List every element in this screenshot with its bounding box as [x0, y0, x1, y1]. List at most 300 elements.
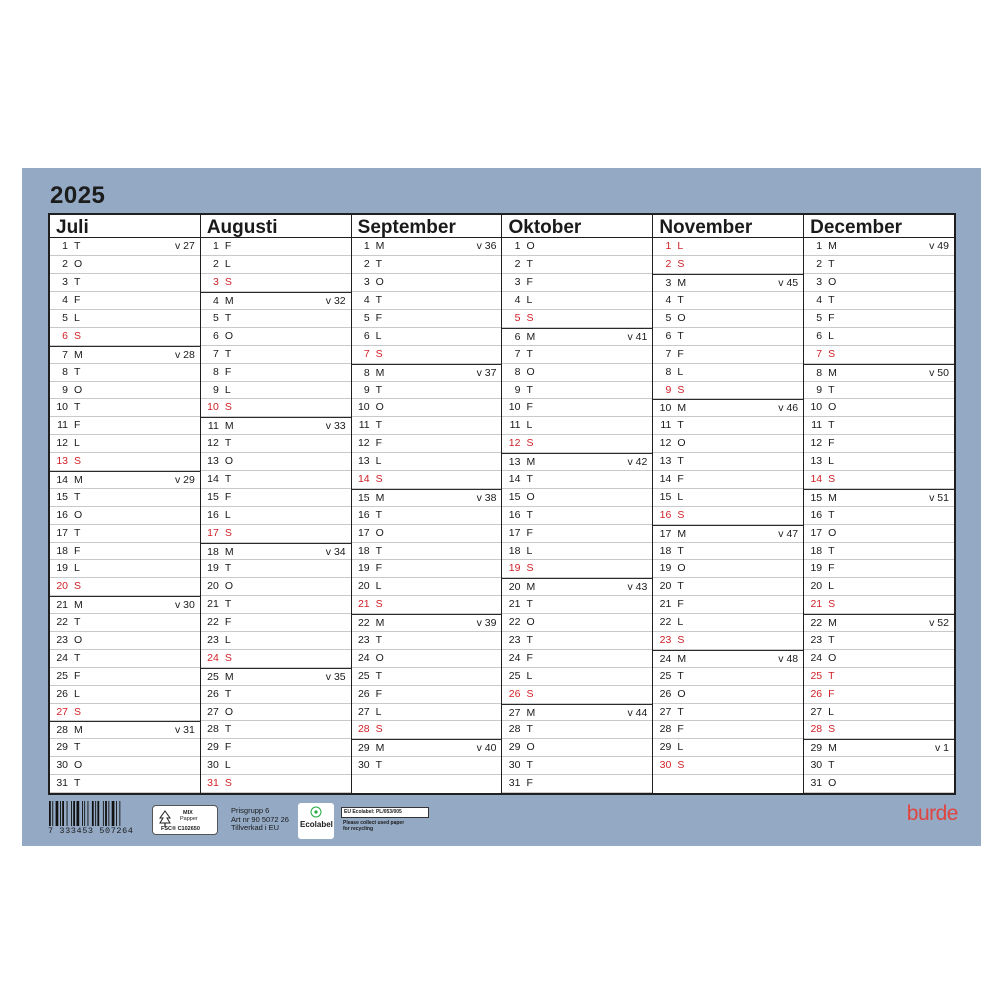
- weekday-letter: F: [224, 616, 232, 629]
- month-name: Oktober: [502, 215, 652, 238]
- weekday-letter: T: [224, 598, 232, 611]
- day-row: [804, 489, 954, 507]
- weekday-letter: T: [677, 294, 684, 307]
- weekday-letter: T: [677, 455, 684, 468]
- day-number: 7: [363, 347, 370, 360]
- day-number: 18: [357, 544, 370, 557]
- weekday-letter: M: [74, 473, 83, 486]
- day-number: 25: [56, 669, 68, 682]
- weekday-letter: F: [677, 472, 684, 485]
- weekday-letter: F: [526, 777, 533, 790]
- day-row: [50, 238, 200, 256]
- day-number: 12: [810, 437, 823, 450]
- year-calendar: [22, 168, 981, 846]
- day-row: [50, 346, 200, 364]
- weekday-letter: T: [224, 687, 232, 700]
- day-number: 14: [508, 472, 521, 485]
- weekday-letter: L: [677, 616, 684, 629]
- day-number: 6: [62, 329, 68, 342]
- day-row: [653, 757, 803, 775]
- weekday-letter: M: [74, 348, 83, 361]
- weekday-letter: S: [224, 276, 232, 289]
- day-number: 24: [357, 651, 370, 664]
- day-number: 23: [56, 633, 68, 646]
- weekday-letter: F: [74, 669, 81, 682]
- day-row: [804, 256, 954, 274]
- day-number: 4: [665, 294, 672, 307]
- weekday-letter: L: [375, 705, 382, 718]
- month-column: [804, 215, 954, 793]
- day-number: 27: [810, 705, 823, 718]
- day-row: [653, 739, 803, 757]
- day-number: 16: [207, 508, 219, 521]
- weekday-letter: T: [526, 383, 533, 396]
- day-row: [804, 274, 954, 292]
- day-number: 14: [357, 472, 370, 485]
- day-row: [804, 560, 954, 578]
- day-row: [502, 364, 652, 382]
- weekday-letter: T: [828, 508, 835, 521]
- day-number: 1: [62, 240, 68, 253]
- weekday-letter: M: [375, 240, 385, 253]
- day-number: 8: [363, 366, 370, 379]
- day-list: [653, 238, 803, 793]
- day-number: 22: [357, 617, 370, 630]
- day-number: 2: [514, 258, 521, 271]
- day-number: 10: [810, 401, 823, 414]
- weekday-letter: O: [828, 401, 837, 414]
- weekday-letter: T: [224, 437, 232, 450]
- day-number: 23: [207, 633, 219, 646]
- day-row: [653, 721, 803, 739]
- day-number: 23: [659, 633, 672, 646]
- day-row: [804, 292, 954, 310]
- day-number: 20: [508, 581, 521, 594]
- day-number: 29: [357, 742, 370, 755]
- weekday-letter: F: [677, 723, 684, 736]
- weekday-letter: M: [828, 366, 837, 379]
- day-row: [50, 668, 200, 686]
- weekday-letter: M: [375, 491, 385, 504]
- day-row: [502, 417, 652, 435]
- week-number: v 43: [627, 581, 648, 594]
- day-list: [201, 238, 351, 793]
- day-row: [653, 346, 803, 364]
- week-number: v 32: [325, 295, 346, 308]
- day-number: 13: [207, 455, 219, 468]
- weekday-letter: M: [828, 617, 837, 630]
- day-number: 20: [357, 580, 370, 593]
- day-number: 2: [62, 258, 68, 271]
- weekday-letter: M: [375, 617, 385, 630]
- weekday-letter: S: [677, 759, 685, 772]
- day-number: 13: [659, 455, 672, 468]
- weekday-letter: T: [526, 472, 533, 485]
- day-row: [502, 721, 652, 739]
- day-number: 3: [514, 276, 521, 289]
- day-row: [502, 310, 652, 328]
- day-row: [352, 238, 502, 256]
- day-row: [50, 382, 200, 400]
- day-row: [50, 417, 200, 435]
- day-number: 12: [659, 437, 672, 450]
- day-number: 13: [508, 456, 521, 469]
- day-list: [352, 238, 502, 793]
- weekday-letter: T: [375, 759, 383, 772]
- weekday-letter: T: [74, 276, 81, 289]
- day-row: [352, 453, 502, 471]
- month-column: [201, 215, 352, 793]
- day-row: [50, 453, 200, 471]
- day-row: [653, 560, 803, 578]
- manufactured-in: Tillverkad i EU: [231, 823, 280, 832]
- weekday-letter: T: [224, 723, 232, 736]
- day-number: 6: [816, 329, 823, 342]
- day-number: 25: [357, 669, 370, 682]
- day-number: 12: [56, 437, 68, 450]
- weekday-letter: O: [74, 258, 83, 271]
- weekday-letter: F: [526, 401, 533, 414]
- weekday-letter: S: [224, 651, 232, 664]
- day-number: 4: [363, 294, 370, 307]
- day-row: [653, 614, 803, 632]
- day-number: 26: [207, 687, 219, 700]
- day-row: [502, 328, 652, 346]
- weekday-letter: M: [526, 456, 536, 469]
- day-row: [804, 596, 954, 614]
- weekday-letter: S: [224, 526, 232, 539]
- weekday-letter: S: [74, 705, 82, 718]
- weekday-letter: F: [74, 294, 81, 307]
- day-number: 3: [665, 277, 672, 290]
- day-number: 3: [212, 276, 219, 289]
- day-number: 2: [665, 258, 672, 271]
- day-row: [804, 382, 954, 400]
- week-number: v 27: [174, 240, 195, 253]
- day-row: [201, 399, 351, 417]
- week-number: v 51: [929, 491, 949, 504]
- day-number: 13: [810, 455, 823, 468]
- day-number: 2: [212, 258, 219, 271]
- weekday-letter: F: [224, 365, 232, 378]
- day-row: [352, 543, 502, 561]
- weekday-letter: O: [526, 240, 535, 253]
- weekday-letter: O: [526, 741, 535, 754]
- day-number: 11: [509, 419, 521, 432]
- day-row: [502, 543, 652, 561]
- day-row: [653, 328, 803, 346]
- day-number: 3: [62, 276, 68, 289]
- day-number: 18: [659, 544, 672, 557]
- day-row: [502, 668, 652, 686]
- day-number: 24: [56, 651, 68, 664]
- weekday-letter: O: [375, 276, 384, 289]
- day-row: [352, 668, 502, 686]
- day-row: [352, 614, 502, 632]
- day-row: [352, 489, 502, 507]
- weekday-letter: T: [224, 472, 232, 485]
- day-number: 31: [207, 777, 219, 790]
- day-row: [653, 578, 803, 596]
- day-number: 5: [514, 311, 521, 324]
- day-number: 21: [357, 598, 370, 611]
- day-row: [50, 328, 200, 346]
- weekday-letter: T: [74, 616, 81, 629]
- day-number: 16: [659, 508, 672, 521]
- day-number: 17: [659, 527, 672, 540]
- day-row: [804, 721, 954, 739]
- weekday-letter: T: [828, 383, 835, 396]
- day-row: [201, 739, 351, 757]
- weekday-letter: O: [224, 329, 233, 342]
- week-number: v 28: [174, 348, 195, 361]
- weekday-letter: O: [526, 490, 535, 503]
- day-row: [653, 417, 803, 435]
- day-row: [804, 757, 954, 775]
- day-row: [50, 560, 200, 578]
- day-row: [201, 543, 351, 561]
- weekday-letter: L: [828, 455, 834, 468]
- day-number: 12: [357, 437, 370, 450]
- day-row: [352, 471, 502, 489]
- article-number: Art nr 90 5072 26: [231, 814, 289, 824]
- day-row: [352, 364, 502, 382]
- day-number: 28: [207, 723, 219, 736]
- day-number: 3: [816, 276, 823, 289]
- day-row: [50, 310, 200, 328]
- day-number: 24: [508, 651, 521, 664]
- day-row: [201, 507, 351, 525]
- day-row: [352, 560, 502, 578]
- weekday-letter: S: [526, 311, 534, 324]
- day-row: [201, 686, 351, 704]
- day-row: [804, 650, 954, 668]
- day-number: 16: [56, 508, 68, 521]
- product-info: [231, 807, 289, 833]
- day-row: [201, 775, 351, 793]
- day-number: 26: [56, 687, 68, 700]
- day-row: [50, 364, 200, 382]
- weekday-letter: M: [224, 545, 234, 558]
- day-number: 25: [659, 669, 672, 682]
- weekday-letter: F: [828, 562, 835, 575]
- day-number: 19: [357, 562, 370, 575]
- day-row: [201, 364, 351, 382]
- day-row: [502, 704, 652, 722]
- day-row: [502, 757, 652, 775]
- day-number: 6: [514, 330, 521, 343]
- day-row: [201, 668, 351, 686]
- day-number: 6: [212, 329, 219, 342]
- weekday-letter: T: [526, 258, 533, 271]
- weekday-letter: T: [828, 419, 835, 432]
- week-number: v 47: [778, 527, 799, 540]
- day-number: 7: [212, 347, 219, 360]
- day-number: 19: [659, 562, 672, 575]
- day-number: 5: [62, 311, 68, 324]
- weekday-letter: S: [74, 580, 82, 593]
- weekday-letter: T: [375, 633, 383, 646]
- ecolabel-logo: [298, 803, 334, 839]
- weekday-letter: T: [526, 759, 533, 772]
- day-row: [50, 704, 200, 722]
- week-number: v 41: [627, 330, 648, 343]
- day-number: 28: [357, 723, 370, 736]
- weekday-letter: F: [224, 490, 232, 503]
- weekday-letter: T: [224, 311, 232, 324]
- day-number: 26: [357, 687, 370, 700]
- day-number: 9: [363, 383, 370, 396]
- day-row: [804, 632, 954, 650]
- day-number: 9: [514, 383, 521, 396]
- day-list: [804, 238, 954, 793]
- day-row: [352, 650, 502, 668]
- weekday-letter: L: [828, 329, 834, 342]
- weekday-letter: L: [526, 544, 533, 557]
- day-number: 28: [508, 723, 521, 736]
- weekday-letter: F: [375, 562, 383, 575]
- day-number: 9: [816, 383, 823, 396]
- day-number: 15: [207, 490, 219, 503]
- day-number: 24: [207, 651, 219, 664]
- weekday-letter: M: [74, 599, 83, 612]
- day-number: 30: [810, 759, 823, 772]
- day-number: 8: [816, 366, 823, 379]
- day-row: [352, 704, 502, 722]
- day-number: 7: [514, 347, 521, 360]
- day-row: [201, 757, 351, 775]
- day-row: [653, 632, 803, 650]
- weekday-letter: O: [375, 526, 384, 539]
- weekday-letter: S: [828, 723, 836, 736]
- weekday-letter: M: [375, 742, 385, 755]
- day-number: 10: [56, 401, 68, 414]
- weekday-letter: T: [677, 329, 684, 342]
- weekday-letter: T: [828, 544, 835, 557]
- fsc-mix: MIX: [183, 810, 193, 816]
- week-number: v 35: [325, 670, 346, 683]
- day-row: [50, 399, 200, 417]
- weekday-letter: O: [677, 687, 686, 700]
- weekday-letter: L: [677, 240, 684, 253]
- weekday-letter: T: [677, 544, 684, 557]
- weekday-letter: O: [677, 311, 686, 324]
- day-number: 1: [665, 240, 672, 253]
- day-row: [502, 453, 652, 471]
- day-row: [50, 435, 200, 453]
- weekday-letter: O: [74, 508, 83, 521]
- day-row: [653, 399, 803, 417]
- weekday-letter: F: [74, 544, 81, 557]
- day-number: 1: [816, 240, 823, 253]
- day-row: [804, 399, 954, 417]
- day-number: 31: [508, 777, 521, 790]
- weekday-letter: T: [375, 294, 383, 307]
- day-number: 7: [665, 347, 672, 360]
- month-column: [653, 215, 804, 793]
- day-row: [201, 274, 351, 292]
- weekday-letter: T: [828, 294, 835, 307]
- weekday-letter: T: [526, 633, 533, 646]
- weekday-letter: M: [224, 295, 234, 308]
- weekday-letter: F: [74, 419, 81, 432]
- weekday-letter: F: [526, 651, 533, 664]
- day-row: [804, 704, 954, 722]
- day-row: [352, 256, 502, 274]
- week-number: v 50: [929, 366, 949, 379]
- week-number: v 36: [476, 240, 497, 253]
- day-number: 22: [810, 617, 823, 630]
- week-number: v 45: [778, 277, 799, 290]
- weekday-letter: S: [74, 455, 82, 468]
- day-number: 1: [363, 240, 370, 253]
- day-row: [502, 489, 652, 507]
- week-number: v 31: [174, 724, 195, 737]
- day-row: [201, 650, 351, 668]
- day-row: [653, 596, 803, 614]
- month-name: September: [352, 215, 502, 238]
- weekday-letter: O: [677, 437, 686, 450]
- weekday-letter: T: [375, 258, 383, 271]
- day-row: [201, 453, 351, 471]
- weekday-letter: S: [224, 401, 232, 414]
- day-row: [50, 739, 200, 757]
- weekday-letter: L: [74, 311, 80, 324]
- day-number: 27: [508, 706, 521, 719]
- day-row: [50, 596, 200, 614]
- day-number: 11: [358, 419, 370, 432]
- day-number: 29: [659, 741, 672, 754]
- week-number: v 40: [476, 742, 497, 755]
- day-number: 25: [810, 669, 823, 682]
- week-number: v 44: [627, 706, 648, 719]
- weekday-letter: T: [74, 490, 81, 503]
- day-number: 3: [363, 276, 370, 289]
- day-number: 8: [62, 365, 68, 378]
- day-number: 23: [357, 633, 370, 646]
- day-number: 28: [56, 724, 68, 737]
- day-number: 8: [212, 365, 219, 378]
- day-number: 19: [810, 562, 823, 575]
- day-row: [50, 471, 200, 489]
- barcode-digits: 7 333453 507264: [48, 826, 134, 836]
- weekday-letter: F: [526, 276, 533, 289]
- weekday-letter: L: [375, 455, 382, 468]
- day-row: [502, 382, 652, 400]
- day-row: [502, 525, 652, 543]
- day-row: [502, 435, 652, 453]
- day-row: [502, 471, 652, 489]
- day-row: [352, 775, 502, 793]
- day-number: 4: [62, 294, 68, 307]
- calendar-year: 2025: [50, 182, 106, 209]
- day-row: [653, 489, 803, 507]
- day-number: 18: [810, 544, 823, 557]
- day-row: [352, 632, 502, 650]
- day-row: [201, 256, 351, 274]
- day-row: [653, 704, 803, 722]
- ecolabel-text: Ecolabel: [300, 820, 333, 829]
- day-number: 9: [212, 383, 219, 396]
- day-row: [201, 310, 351, 328]
- day-row: [804, 471, 954, 489]
- day-row: [502, 739, 652, 757]
- weekday-letter: T: [828, 633, 835, 646]
- day-row: [653, 238, 803, 256]
- day-row: [804, 614, 954, 632]
- calendar-footer: [48, 801, 956, 841]
- day-row: [653, 543, 803, 561]
